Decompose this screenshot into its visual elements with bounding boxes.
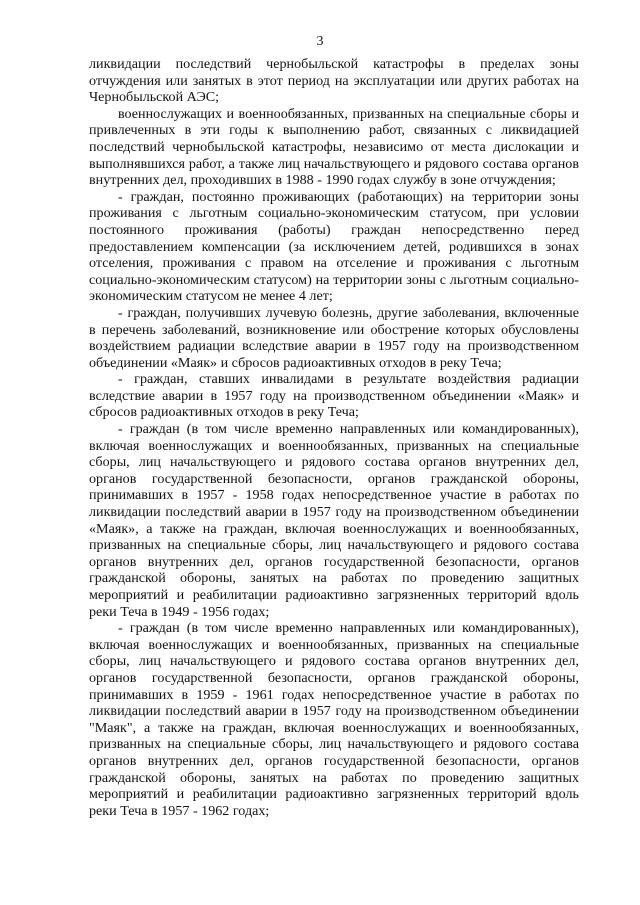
- page-number: 3: [316, 34, 324, 49]
- paragraph-radiation-sickness: - граждан, получивших лучевую болезнь, другие заболевания, включенные в перечень заболеваний, возникновение или обострение которых обусловлены воздействием радиации вследствие аварии в 1957 году на производственном объединении «Маяк» и сбросов радиоактивных отходов в реку Теча;: [89, 304, 579, 371]
- paragraph-military-chernobyl: военнослужащих и военнообязанных, призванных на специальные сборы и привлеченных в эти годы к выполнению работ, связанных с ликвидацией последствий чернобыльской катастрофы, независимо от места дислокации и выполнявшихся работ, а также лиц начальствующего и рядового состава органов внутренних дел, проходивших в 1988 - 1990 годах службу в зоне отчуждения;: [89, 105, 579, 189]
- paragraph-liquidators-1957-1958: - граждан (в том числе временно направленных или командированных), включая военнослужащих и военнообязанных, призванных на специальные сборы, лиц начальствующего и рядового состава органов внутренних дел, органов государственной безопасности, органов гражданской обороны, принимавших в 1957 - 1958 годах непосредственное участие в работах по ликвидации последствий аварии в 1957 году на производственном объединении «Маяк», а также на граждан, включая военнослужащих и военнообязанных, призванных на специальные сборы, лиц начальствующего и рядового состава органов внутренних дел, органов государственной безопасности, органов гражданской обороны, занятых на работах по проведению защитных мероприятий и реабилитации радиоактивно загрязненных территорий вдоль реки Теча в 1949 - 1956 годах;: [89, 421, 579, 620]
- paragraph-continuation: ликвидации последствий чернобыльской катастрофы в пределах зоны отчуждения или занятых в этот период на эксплуатации или других работах на Чернобыльской АЭС;: [89, 56, 579, 106]
- document-body: [89, 56, 579, 819]
- paragraph-disabled-radiation: - граждан, ставших инвалидами в результате воздействия радиации вследствие аварии в 1957 году на производственном объединении «Маяк» и сбросов радиоактивных отходов в реку Теча;: [89, 371, 579, 421]
- paragraph-preferential-zone: - граждан, постоянно проживающих (работающих) на территории зоны проживания с льготным социально-экономическим статусом, при условии постоянного проживания (работы) граждан непосредственно перед предоставлением компенсации (за исключением детей, родившихся в зонах отселения, проживания с правом на отселение и проживания с льготным социально-экономическим статусом) на территории зоны с льготным социально-экономическим статусом не менее 4 лет;: [89, 188, 579, 305]
- paragraph-liquidators-1959-1961: - граждан (в том числе временно направленных или командированных), включая военнослужащих и военнообязанных, призванных на специальные сборы, лиц начальствующего и рядового состава органов внутренних дел, органов государственной безопасности, органов гражданской обороны, принимавших в 1959 - 1961 годах непосредственное участие в работах по ликвидации последствий аварии в 1957 году на производственном объединении "Маяк", а также на граждан, включая военнослужащих и военнообязанных, призванных на специальные сборы, лиц начальствующего и рядового состава органов внутренних дел, органов государственной безопасности, органов гражданской обороны, занятых на работах по проведению защитных мероприятий и реабилитации радиоактивно загрязненных территорий вдоль реки Теча в 1957 - 1962 годах;: [89, 620, 579, 819]
